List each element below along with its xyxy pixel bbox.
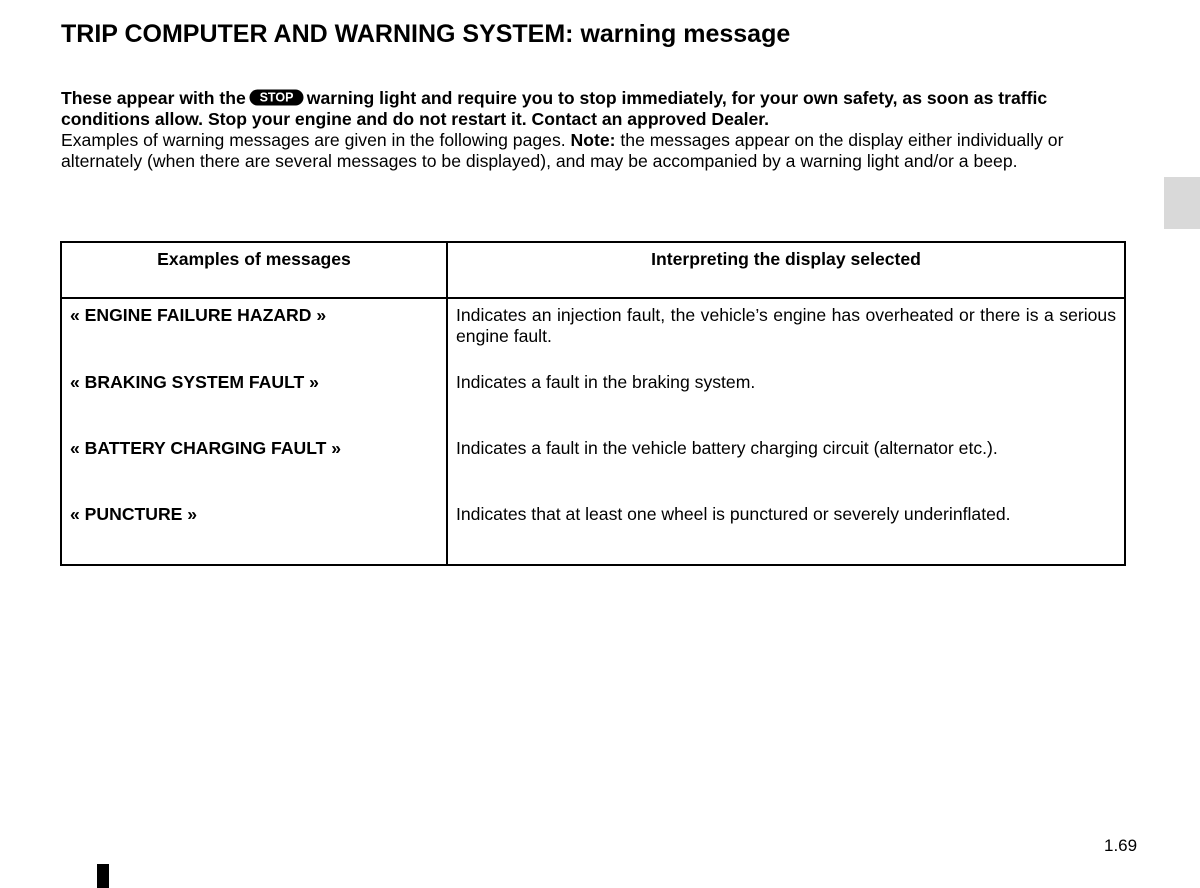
interpretation-cell: Indicates a fault in the braking system. [447,372,1125,438]
examples-text: Examples of warning messages are given in the following pages. [61,130,566,150]
table-header-row [61,242,1125,298]
section-tab [1164,177,1200,229]
stop-warning-light-icon [249,89,304,106]
interpretation-cell: Indicates a fault in the vehicle battery charging circuit (alternator etc.). [447,438,1125,504]
message-cell: « ENGINE FAILURE HAZARD » [61,298,447,372]
examples-paragraph [61,130,1124,172]
stop-warning-paragraph [61,88,1124,130]
message-cell: « BRAKING SYSTEM FAULT » [61,372,447,438]
note-label: Note: [570,130,616,150]
column-header-messages: Examples of messages [61,242,447,298]
table-row [61,372,1125,438]
page-title: TRIP COMPUTER AND WARNING SYSTEM: warning message [61,20,791,48]
table-row [61,298,1125,372]
table-row [61,438,1125,504]
intro-text [61,88,1124,172]
page-corner-mark [97,864,109,888]
interpretation-cell: Indicates an injection fault, the vehicle’s engine has overheated or there is a serious engine fault. [447,298,1125,372]
column-header-interpretation: Interpreting the display selected [447,242,1125,298]
table-row [61,504,1125,565]
note-text: the messages appear on the display either individually or alternately (when there are several messages to be displayed), and may be accompanied by a warning light and/or a beep. [61,130,1064,171]
interpretation-cell: Indicates that at least one wheel is punctured or severely underinflated. [447,504,1125,565]
page-number: 1.69 [1104,836,1138,855]
warning-text-before-icon: These appear with the [61,88,246,108]
warning-messages-table [60,241,1126,566]
message-cell: « PUNCTURE » [61,504,447,565]
warning-text-after-icon: warning light and require you to stop immediately, for your own safety, as soon as traffic conditions allow. Stop your engine and do not restart it. Contact an approved Dealer. [61,88,1048,129]
stop-icon-label: STOP [259,90,294,105]
message-cell: « BATTERY CHARGING FAULT » [61,438,447,504]
